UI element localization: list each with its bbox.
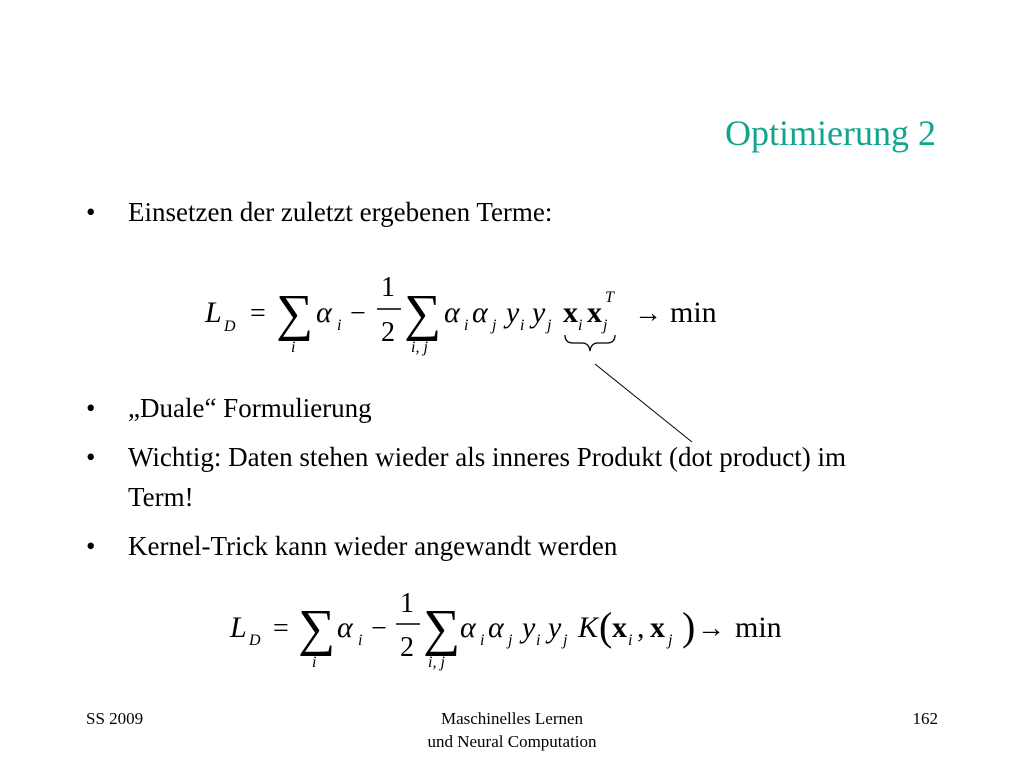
formula1-alpha-i2: α	[444, 296, 460, 329]
formula2-sum2-sub-ij: i, j	[428, 654, 445, 671]
formula1-L: L	[205, 296, 222, 329]
formula1-y-sub-i: i	[520, 317, 525, 334]
formula2-x-i: x	[612, 611, 627, 644]
formula1-alpha-j: α	[472, 296, 488, 329]
bullet-dot: •	[86, 197, 96, 227]
formula1-frac-numerator: 1	[381, 272, 395, 303]
formula1-alpha-sub-j: j	[492, 317, 497, 334]
formula1-frac-denominator: 2	[381, 317, 395, 348]
formula2-sum1-sub-i: i	[312, 654, 317, 671]
formula1-x-sub-i: i	[578, 317, 583, 334]
bullet-text: Wichtig: Daten stehen wieder als inneres Produkt (dot product) im Term!	[128, 442, 846, 512]
bullet-text: „Duale“ Formulierung	[128, 393, 372, 423]
formula1-alpha-sub-i: i	[337, 317, 342, 334]
footer-page-number: 162	[912, 709, 938, 728]
formula1-x-j: x	[587, 296, 602, 329]
formula2-alpha-i: α	[337, 611, 353, 644]
bullet-dot: •	[86, 531, 96, 561]
formula1-minus: −	[350, 298, 366, 329]
formula1-y-sub-j: j	[547, 317, 552, 334]
formula2-x-sub-i: i	[628, 632, 633, 649]
formula1-min: min	[670, 296, 717, 329]
formula2-frac-denominator: 2	[400, 632, 414, 663]
formula2-minus: −	[371, 613, 387, 644]
formula1-y-i: y	[506, 296, 520, 329]
formula2-comma: ,	[637, 611, 645, 644]
formula2-alpha-i2: α	[460, 611, 476, 644]
formula2-sum-2: ∑	[423, 600, 461, 657]
formula2-rparen: )	[682, 604, 696, 649]
formula2-alpha-sub-j: j	[508, 632, 513, 649]
footer-course-title	[362, 707, 662, 753]
footer-course-line1: Maschinelles Lernen	[440, 709, 584, 728]
formula1-sum2-sub-ij: i, j	[411, 339, 428, 356]
formula1-x-sub-j: j	[603, 317, 608, 334]
formula2-equals: =	[273, 613, 289, 644]
formula2-min: min	[735, 611, 782, 644]
footer-course-line2: und Neural Computation	[427, 732, 597, 751]
formula1-alpha-i: α	[316, 296, 332, 329]
formula2-y-sub-j: j	[563, 632, 568, 649]
bullet-text: Kernel-Trick kann wieder angewandt werden	[128, 531, 618, 561]
formula2-L: L	[230, 611, 247, 644]
footer-semester: SS 2009	[86, 709, 144, 728]
formula2-sum-1: ∑	[298, 600, 336, 657]
formula2-alpha2-sub-i: i	[480, 632, 485, 649]
formula1-sum-2: ∑	[404, 285, 442, 342]
formula2-y-i: y	[522, 611, 536, 644]
bullet-text: Einsetzen der zuletzt ergebenen Terme:	[128, 197, 553, 227]
bullet-dot: •	[86, 393, 96, 423]
formula2-frac-numerator: 1	[400, 588, 414, 619]
formula1-L-sub-D: D	[224, 318, 236, 335]
formula2-y-j: y	[548, 611, 562, 644]
formula2-x-sub-j: j	[668, 632, 673, 649]
formula2-y-sub-i: i	[536, 632, 541, 649]
formula2-lparen: (	[599, 604, 613, 649]
formula1-sum1-sub-i: i	[291, 339, 296, 356]
formula2-kernel-K: K	[578, 611, 599, 644]
formula2-alpha-sub-i: i	[358, 632, 363, 649]
formula1-arrow: →	[634, 298, 662, 329]
formula2-L-sub-D: D	[249, 632, 261, 649]
formula1-y-j: y	[532, 296, 546, 329]
formula1-equals: =	[250, 298, 266, 329]
formula1-x-i: x	[563, 296, 578, 329]
formula2-x-j: x	[650, 611, 665, 644]
bullet-dot: •	[86, 442, 96, 472]
formula1-sum-1: ∑	[276, 285, 314, 342]
slide-title: Optimierung 2	[725, 113, 936, 153]
formula2-arrow: →	[697, 613, 725, 644]
formula2-alpha-j: α	[488, 611, 504, 644]
formula1-alpha2-sub-i: i	[464, 317, 469, 334]
formula1-x-sup-T: T	[605, 289, 614, 306]
